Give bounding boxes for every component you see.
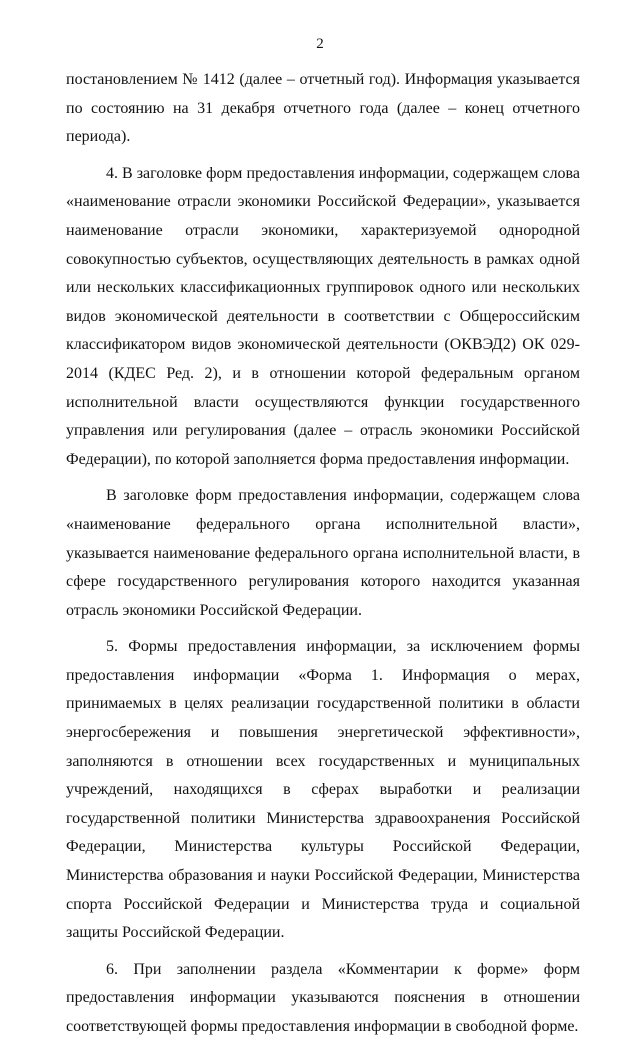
paragraph-item-4: 4. В заголовке форм предоставления информации, содержащем слова «наименование отрасли экономики Российской Федерации», указывается наименование отрасли экономики, характеризуемой однородной совокупностью субъектов, осуществляющих деятельность в рамках одной или нескольких классификационных группировок одного или нескольких видов экономической деятельности в соответствии с Общероссийским классификатором видов экономической деятельности (ОКВЭД2) ОК 029-2014 (КДЕС Ред. 2), и в отношении которой федеральным органом исполнительной власти осуществляются функции государственного управления или регулирования (далее – отрасль экономики Российской Федерации), по которой заполняется форма предоставления информации. [66, 164, 580, 468]
document-body [66, 66, 580, 1050]
paragraph-item-5: 5. Формы предоставления информации, за исключением формы предоставления информации «Форма 1. Информация о мерах, принимаемых в целях реализации государственной политики в области энергосбережения и повышения энергетической эффективности», заполняются в отношении всех государственных и муниципальных учреждений, находящихся в сферах выработки и реализации государственной политики Министерства здравоохранения Российской Федерации, Министерства культуры Российской Федерации, Министерства образования и науки Российской Федерации, Министерства спорта Российской Федерации и Министерства труда и социальной защиты Российской Федерации. [66, 638, 580, 942]
page-number: 2 [316, 36, 324, 52]
paragraph-continuation: постановлением № 1412 (далее – отчетный год). Информация указывается по состоянию на 31 декабря отчетного года (далее – конец отчетного периода). [66, 71, 580, 146]
paragraph-item-4-title: В заголовке форм предоставления информации, содержащем слова «наименование федерального органа исполнительной власти», указывается наименование федерального органа исполнительной власти, в сфере государственного регулирования которого находится указанная отрасль экономики Российской Федерации. [66, 487, 580, 619]
paragraph-item-6: 6. При заполнении раздела «Комментарии к форме» форм предоставления информации указываются пояснения в отношении соответствующей формы предоставления информации в свободной форме. [66, 960, 580, 1035]
